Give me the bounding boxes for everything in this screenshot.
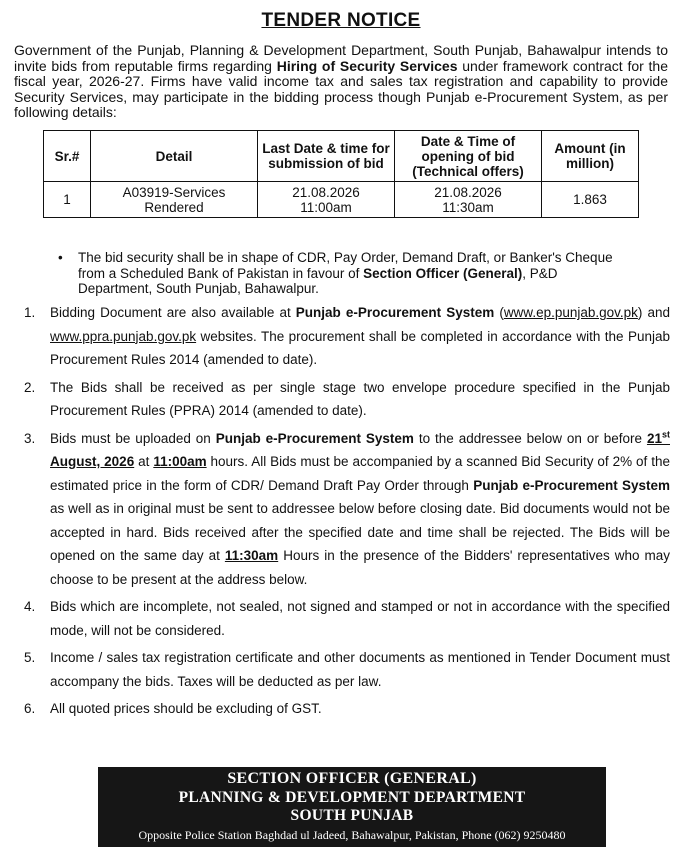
list-item-text: as well as in original must be sent to addressee below before closing date. Bid documents would not be accepted in hard. Bids received after the specified date and time shall be rejected. The Bids will be opened on the same day at bbox=[50, 501, 670, 563]
list-item-text: The Bids shall be received as per single stage two envelope procedure specified in the Punjab Procurement Rules (PPRA) 2014 (amended to date). bbox=[50, 379, 670, 418]
cell-submission-date: 21.08.2026 bbox=[292, 184, 360, 200]
list-item-text: ( bbox=[494, 305, 504, 320]
intro-paragraph bbox=[14, 43, 668, 121]
list-item bbox=[24, 376, 670, 423]
list-item-text: hours. All Bids must be accompanied by a scanned Bid Security of 2% of the estimated price in the form of CDR/ Demand Draft Pay Order through bbox=[50, 454, 670, 493]
list-item-bold: Punjab e-Procurement System bbox=[473, 477, 670, 493]
list-item-number: 1. bbox=[24, 305, 36, 320]
list-item-text: Hours in the presence of the Bidders' representatives who may choose to be present at the address below. bbox=[50, 548, 670, 587]
bid-security-bullet bbox=[58, 250, 618, 297]
bullet-text-1: The bid security shall be in shape of CDR, Pay Order, Demand Draft, or Banker's Cheque from a Scheduled Bank of Pakistan in favour of bbox=[78, 250, 613, 281]
list-item-text: ) and bbox=[637, 305, 670, 320]
list-item-bold: Punjab e-Procurement System bbox=[215, 430, 414, 446]
intro-text-2: under framework contract for the fiscal year, 2026-27. Firms have valid income tax and sales tax registration and capability to provide Security Services, may participate in the bidding process though Punjab e-Procurement System, as per following details: bbox=[14, 57, 669, 120]
footer-region: SOUTH PUNJAB bbox=[290, 807, 414, 824]
ep-punjab-link[interactable]: www.ep.punjab.gov.pk bbox=[503, 305, 638, 320]
list-item-text: Bids which are incomplete, not sealed, not signed and stamped or not in accordance with the specified mode, will not be considered. bbox=[50, 599, 670, 638]
bullet-bold-officer: Section Officer (General) bbox=[363, 265, 523, 281]
cell-opening bbox=[395, 182, 542, 218]
list-item-text: Bids must be uploaded on bbox=[50, 430, 216, 446]
list-item-text: to the addressee below on or before bbox=[413, 430, 647, 446]
bullet-dot-icon: • bbox=[58, 250, 63, 265]
list-item-text: websites. The procurement shall be completed in accordance with the Punjab Procurement Rules 2014 (amended to date). bbox=[50, 328, 670, 367]
notice-title-text: TENDER NOTICE bbox=[261, 10, 421, 31]
header-sr: Sr.# bbox=[44, 131, 91, 182]
cell-sr: 1 bbox=[44, 182, 91, 218]
deadline-day-suffix: st bbox=[661, 429, 670, 439]
list-item-number: 3. bbox=[24, 430, 36, 446]
list-item-text: All quoted prices should be excluding of GST. bbox=[50, 701, 322, 716]
deadline-day: 21 bbox=[646, 430, 662, 446]
list-item-text: Income / sales tax registration certificate and other documents as mentioned in Tender Document must accompany the bids. Taxes will be deducted as per law. bbox=[50, 650, 670, 689]
cell-detail-line2: Rendered bbox=[144, 199, 204, 215]
list-item-bold: Punjab e-Procurement System bbox=[295, 305, 495, 320]
header-opening: Date & Time of opening of bid (Technical offers) bbox=[395, 131, 542, 182]
cell-amount: 1.863 bbox=[542, 182, 639, 218]
list-item-number: 6. bbox=[24, 701, 36, 716]
header-amount: Amount (in million) bbox=[542, 131, 639, 182]
list-item bbox=[24, 595, 670, 642]
deadline-time: 11:00am bbox=[153, 454, 207, 469]
cell-detail bbox=[91, 182, 258, 218]
list-item bbox=[24, 646, 670, 693]
list-item-text: at bbox=[134, 454, 154, 469]
cell-opening-date: 21.08.2026 bbox=[434, 184, 502, 200]
conditions-list bbox=[24, 301, 670, 725]
list-item-number: 2. bbox=[24, 379, 36, 395]
cell-submission bbox=[258, 182, 395, 218]
issuer-footer-box bbox=[98, 767, 606, 847]
list-item bbox=[24, 697, 670, 721]
footer-address: Opposite Police Station Baghdad ul Jadeed, Bahawalpur, Pakistan, Phone (062) 9250480 bbox=[138, 828, 566, 842]
list-item-number: 4. bbox=[24, 599, 36, 614]
opening-time: 11:30am bbox=[224, 548, 279, 563]
cell-opening-time: 11:30am bbox=[442, 199, 494, 215]
list-item-number: 5. bbox=[24, 650, 36, 665]
tender-details-table bbox=[43, 130, 639, 218]
intro-bold-service: Hiring of Security Services bbox=[276, 57, 458, 74]
ppra-punjab-link[interactable]: www.ppra.punjab.gov.pk bbox=[50, 328, 197, 344]
notice-title bbox=[0, 10, 682, 32]
list-item bbox=[24, 301, 670, 372]
footer-department: PLANNING & DEVELOPMENT DEPARTMENT bbox=[178, 789, 526, 806]
deadline-month-year: August, 2026 bbox=[50, 454, 135, 469]
table-row bbox=[44, 182, 639, 218]
bullet-text-2: , P&D Department, South Punjab, Bahawalpur. bbox=[78, 265, 558, 296]
cell-detail-line1: A03919-Services bbox=[122, 184, 226, 200]
footer-officer: SECTION OFFICER (GENERAL) bbox=[227, 770, 477, 787]
cell-submission-time: 11:00am bbox=[300, 199, 352, 215]
intro-text-1: Government of the Punjab, Planning & Development Department, South Punjab, Bahawalpur intends to invite bids from reputable firms regarding bbox=[14, 42, 668, 74]
list-item-text: Bidding Document are also available at bbox=[50, 305, 296, 320]
list-item bbox=[24, 427, 670, 592]
header-detail: Detail bbox=[91, 131, 258, 182]
table-header-row bbox=[44, 131, 639, 182]
header-submission: Last Date & time for submission of bid bbox=[258, 131, 395, 182]
